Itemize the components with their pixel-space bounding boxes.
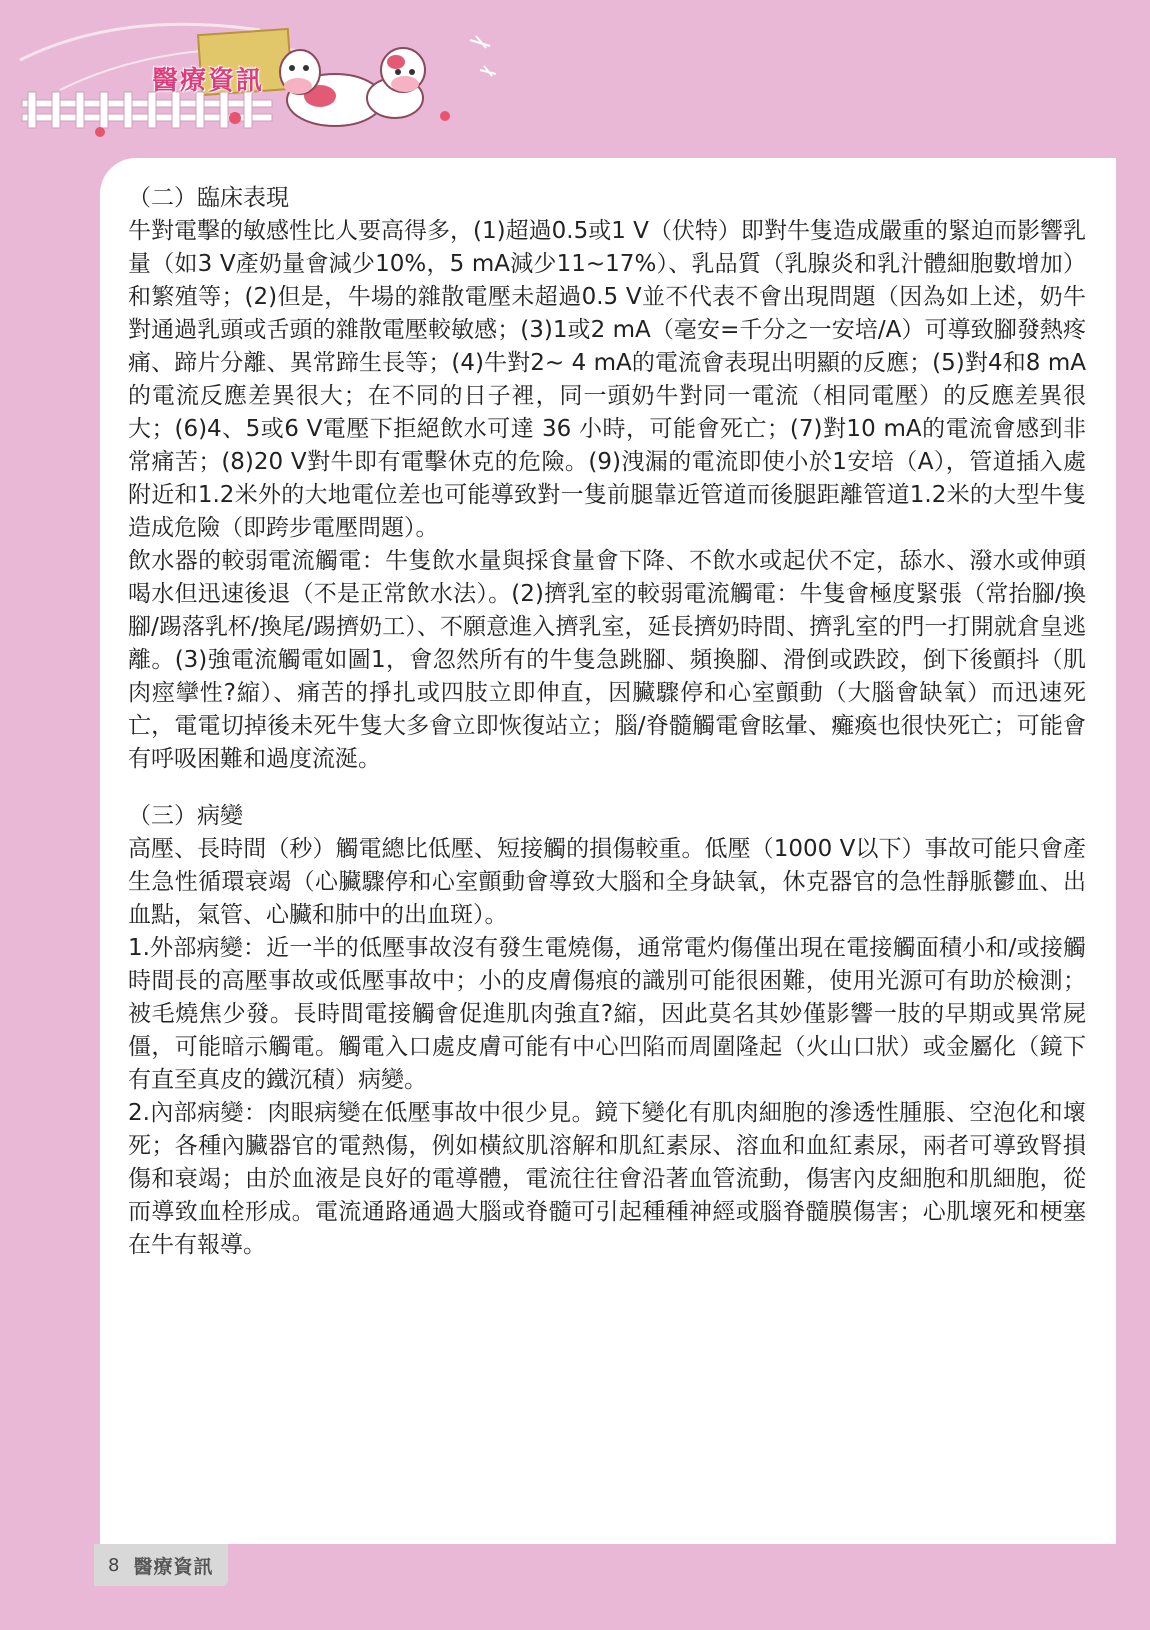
article-body [128,182,1086,1262]
paragraph-clinical-1: 牛對電擊的敏感性比人要高得多，(1)超過0.5或1 V（伏特）即對牛隻造成嚴重的緊迫而影響乳量（如3 V產奶量會減少10%，5 mA減少11~17%）、乳品質（乳腺炎和乳汁體細胞數增加）和繁殖等；(2)但是，牛場的雜散電壓未超過0.5 V並不代表不會出現問題（因為如上述，奶牛對通過乳頭或舌頭的雜散電壓較敏感；(3)1或2 mA（毫安=千分之一安培/A）可導致腳發熱疼痛、蹄片分離、異常蹄生長等；(4)牛對2~ 4 mA的電流會表現出明顯的反應；(5)對4和8 mA的電流反應差異很大；在不同的日子裡，同一頭奶牛對同一電流（相同電壓）的反應差異很大；(6)4、5或6 V電壓下拒絕飲水可達 36 小時，可能會死亡；(7)對10 mA的電流會感到非常痛苦；(8)20 V對牛即有電擊休克的危險。(9)洩漏的電流即使小於1安培（A），管道插入處附近和1.2米外的大地電位差也可能導致對一隻前腿靠近管道而後腿距離管道1.2米的大型牛隻造成危險（即跨步電壓問題）。 [128,218,1086,541]
heading-clinical-signs: （二）臨床表現 [128,185,289,211]
footer-section-label: 醫療資訊 [133,1555,214,1578]
paragraph-lesions-external: 1.外部病變：近一半的低壓事故沒有發生電燒傷，通常電灼傷僅出現在電接觸面積小和/或接觸時間長的高壓事故或低壓事故中；小的皮膚傷痕的識別可能很困難，使用光源可有助於檢測；被毛燒焦少發。長時間電接觸會促進肌肉強直?縮，因此莫名其妙僅影響一肢的早期或異常屍僵，可能暗示觸電。觸電入口處皮膚可能有中心凹陷而周圍隆起（火山口狀）或金屬化（鏡下有直至真皮的鐵沉積）病變。 [128,935,1086,1093]
page-header [0,0,1150,150]
paragraph-lesions-1: 高壓、長時間（秒）觸電總比低壓、短接觸的損傷較重。低壓（1000 V以下）事故可能只會產生急性循環衰竭（心臟驟停和心室顫動會導致大腦和全身缺氧，休克器官的急性靜脈鬱血、出血點，氣管、心臟和肺中的出血斑）。 [128,836,1086,928]
section-title: 醫療資訊 [152,66,265,96]
heading-lesions: （三）病變 [128,803,243,829]
article-panel [100,158,1116,1544]
paragraph-clinical-2: 飲水器的較弱電流觸電：牛隻飲水量與採食量會下降、不飲水或起伏不定，舔水、潑水或伸頭喝水但迅速後退（不是正常飲水法）。(2)擠乳室的較弱電流觸電：牛隻會極度緊張（常抬腳/換腳/踢落乳杯/換尾/踢擠奶工）、不願意進入擠乳室，延長擠奶時間、擠乳室的門一打開就倉皇逃離。(3)強電流觸電如圖1，會忽然所有的牛隻急跳腳、頻換腳、滑倒或跌跤，倒下後顫抖（肌肉痙攣性?縮）、痛苦的掙扎或四肢立即伸直，因臟驟停和心室顫動（大腦會缺氧）而迅速死亡，電電切掉後未死牛隻大多會立即恢復站立；腦/脊髓觸電會眩暈、癱瘓也很快死亡；可能會有呼吸困難和過度流涎。 [128,548,1086,772]
page-footer [94,1544,228,1586]
paragraph-lesions-internal: 2.內部病變：肉眼病變在低壓事故中很少見。鏡下變化有肌肉細胞的滲透性腫脹、空泡化和壞死；各種內臟器官的電熱傷，例如橫紋肌溶解和肌紅素尿、溶血和血紅素尿，兩者可導致腎損傷和衰竭；由於血液是良好的電導體，電流往往會沿著血管流動，傷害內皮細胞和肌細胞，從而導致血栓形成。電流通路通過大腦或脊髓可引起種種神經或腦脊髓膜傷害；心肌壞死和梗塞在牛有報導。 [128,1100,1086,1258]
page-number: 8 [108,1554,120,1576]
